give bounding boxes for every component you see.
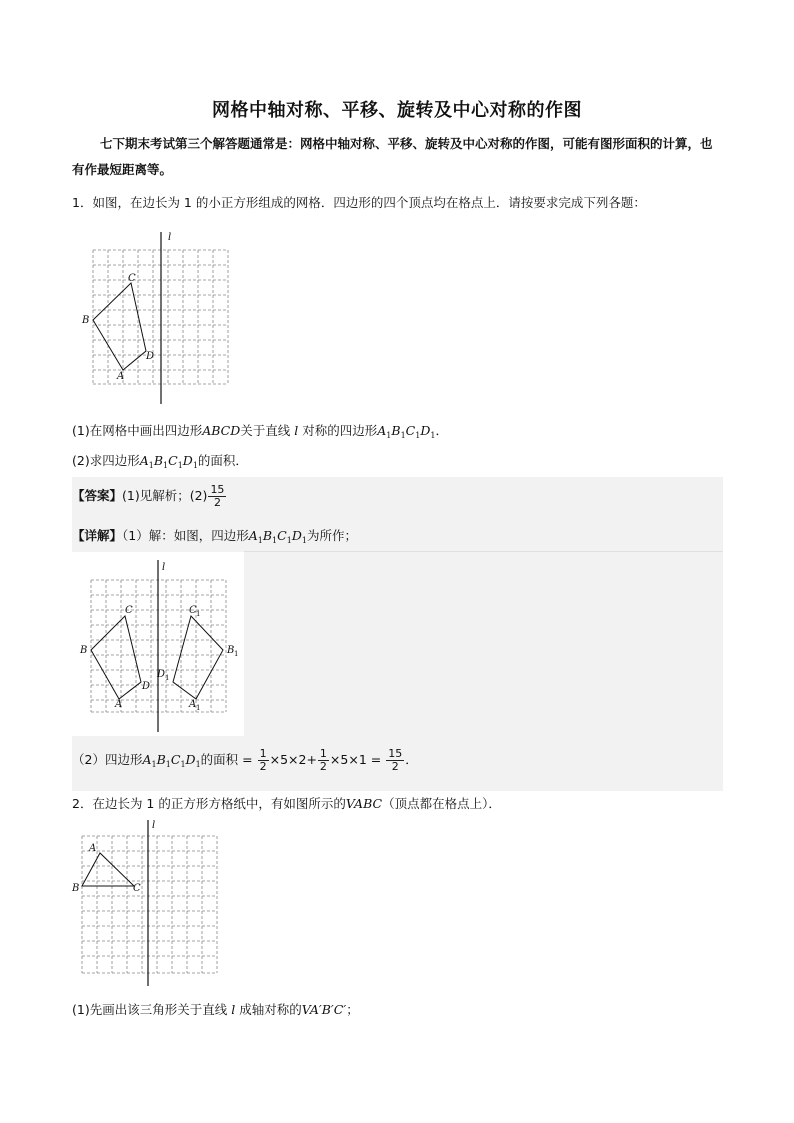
label-b: B — [82, 315, 90, 326]
solution-quadrilateral-abcd — [91, 616, 141, 699]
label-c: C — [128, 273, 136, 284]
solution-label-a: A — [115, 699, 123, 710]
solution-label-a1 — [188, 699, 200, 712]
svg-text:D: D — [157, 669, 166, 680]
svg-text:B: B — [227, 645, 235, 656]
solution-label-c: C — [125, 605, 133, 616]
answer-fraction: $\frac{15}{2}$ — [210, 483, 225, 509]
svg-text:1: 1 — [165, 674, 170, 682]
intro-paragraph: 七下期末考试第三个解答题通常是：网格中轴对称、平移、旋转及中心对称的作图，可能有图形面积的计算，也有作最短距离等。 — [72, 136, 713, 177]
label-a: A — [117, 371, 125, 382]
q1-figure-grid — [80, 228, 240, 408]
half-fraction-2: $\frac{1}{2}$ — [319, 747, 327, 773]
q2-figure-grid — [70, 818, 220, 988]
solution-quadrilateral-a1b1c1d1 — [173, 616, 223, 699]
q2-label-c: C — [133, 883, 141, 894]
result-fraction: $\frac{15}{2}$ — [388, 747, 403, 773]
detail-line: 【详解】（1）解：如图，四边形$A_1B_1C_1D_1$为所作； — [72, 528, 357, 545]
label-l: l — [168, 232, 172, 243]
area-calculation: （2）四边形$A_1B_1C_1D_1$的面积 = $\frac{1}{2}$ ×5×2+ $\frac{1}{2}$ ×5×1 = $\frac{15}{2}$ ． — [72, 747, 418, 773]
answer-label: 【答案】 — [72, 488, 123, 503]
svg-text:1: 1 — [234, 650, 239, 658]
answer-separator — [244, 551, 723, 552]
svg-text:1: 1 — [196, 610, 201, 618]
q2-label-b: B — [72, 883, 80, 894]
q1-part2: (2)求四边形$A_1B_1C_1D_1$的面积． — [72, 453, 248, 470]
solution-label-l: l — [162, 562, 166, 573]
q2-label-a: A — [89, 843, 97, 854]
svg-text:A: A — [189, 699, 197, 710]
q2-stem: 2．在边长为 1 的正方形方格纸中，有如图所示的VABC（顶点都在格点上）． — [72, 796, 501, 811]
q2-part1: (1)先画出该三角形关于直线 l 成轴对称的VA′B′C′； — [72, 1002, 359, 1017]
half-fraction-1: $\frac{1}{2}$ — [259, 747, 267, 773]
q2-grid-lines — [82, 836, 217, 973]
page-title: 网格中轴对称、平移、旋转及中心对称的作图 — [212, 100, 582, 121]
svg-text:C: C — [189, 605, 197, 616]
q1-part1: (1)在网格中画出四边形ABCD关于直线 l 对称的四边形$A_1B_1C_1D_1$． — [72, 423, 448, 440]
svg-text:1: 1 — [196, 704, 201, 712]
solution-label-b: B — [80, 645, 88, 656]
q2-label-l: l — [152, 820, 156, 831]
q1-solution-figure — [72, 556, 244, 736]
q1-stem: 1．如图，在边长为 1 的小正方形组成的网格．四边形的四个顶点均在格点上．请按要求完成下列各题： — [72, 195, 646, 210]
solution-label-b1 — [226, 645, 238, 658]
answer-line: 【答案】(1)见解析；(2) $\frac{15}{2}$ — [72, 483, 225, 509]
label-d: D — [146, 351, 155, 362]
detail-label: 【详解】 — [72, 528, 123, 543]
solution-label-d: D — [142, 681, 151, 692]
